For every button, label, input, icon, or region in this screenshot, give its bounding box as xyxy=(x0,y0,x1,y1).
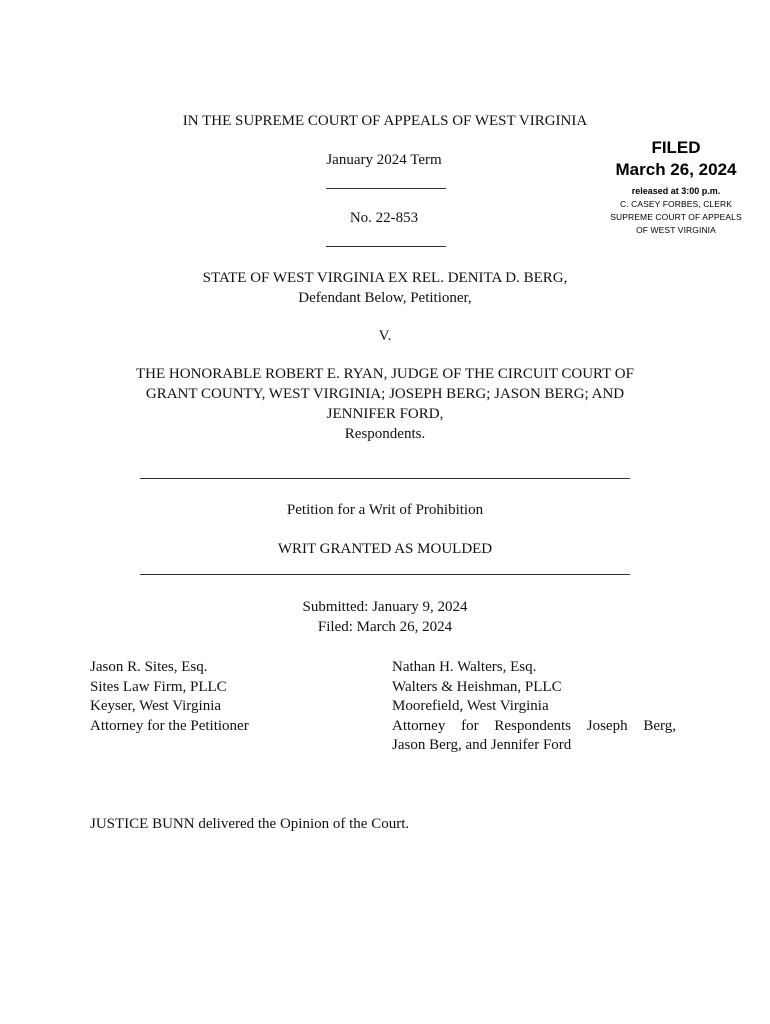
respondents-line: GRANT COUNTY, WEST VIRGINIA; JOSEPH BERG; JASON BERG; AND xyxy=(145,386,625,402)
petition-type: Petition for a Writ of Prohibition xyxy=(286,502,484,518)
court-title: IN THE SUPREME COURT OF APPEALS OF WEST VIRGINIA xyxy=(182,113,588,129)
divider-short xyxy=(326,246,446,247)
submitted-date: Submitted: January 9, 2024 xyxy=(302,599,468,615)
petitioner-caption xyxy=(0,268,770,308)
filed-date: March 26, 2024 xyxy=(615,160,737,179)
divider-long xyxy=(140,478,630,479)
filed-clerk: C. CASEY FORBES, CLERK xyxy=(619,199,733,209)
filed-court-line1: SUPREME COURT OF APPEALS xyxy=(610,212,742,222)
filed-court-line2: OF WEST VIRGINIA xyxy=(636,225,716,235)
filed-date-line: Filed: March 26, 2024 xyxy=(317,619,453,635)
disposition: WRIT GRANTED AS MOULDED xyxy=(277,541,493,557)
counsel-petitioner xyxy=(90,658,370,736)
counsel-location: Keyser, West Virginia xyxy=(90,698,222,714)
petitioner-name: STATE OF WEST VIRGINIA EX REL. DENITA D. BERG, xyxy=(202,270,568,286)
versus: V. xyxy=(378,328,392,344)
respondents-caption xyxy=(0,364,770,444)
filed-stamp xyxy=(604,138,748,237)
counsel-respondents xyxy=(392,658,676,756)
divider-long xyxy=(140,574,630,575)
filed-release-time: released at 3:00 p.m. xyxy=(631,186,721,196)
counsel-name: Nathan H. Walters, Esq. xyxy=(392,659,537,675)
opinion-author-line: JUSTICE BUNN delivered the Opinion of the Court. xyxy=(90,816,410,832)
respondents-line: JENNIFER FORD, xyxy=(326,406,444,422)
respondents-line: THE HONORABLE ROBERT E. RYAN, JUDGE OF THE CIRCUIT COURT OF xyxy=(136,366,634,382)
divider-short xyxy=(326,188,446,189)
counsel-location: Moorefield, West Virginia xyxy=(392,698,549,714)
docket-number: No. 22-853 xyxy=(349,210,419,226)
filed-label: FILED xyxy=(651,138,701,157)
counsel-firm: Walters & Heishman, PLLC xyxy=(392,678,562,695)
counsel-name: Jason R. Sites, Esq. xyxy=(90,659,208,675)
petitioner-designation: Defendant Below, Petitioner, xyxy=(298,290,472,306)
counsel-role: Attorney for Respondents Joseph Berg, xyxy=(392,717,676,734)
counsel-role-continued: Jason Berg, and Jennifer Ford xyxy=(392,737,572,753)
counsel-role: Attorney for the Petitioner xyxy=(90,717,249,734)
counsel-firm: Sites Law Firm, PLLC xyxy=(90,678,227,695)
case-dates xyxy=(0,597,770,637)
respondents-designation: Respondents. xyxy=(344,426,426,442)
court-term: January 2024 Term xyxy=(326,152,442,168)
